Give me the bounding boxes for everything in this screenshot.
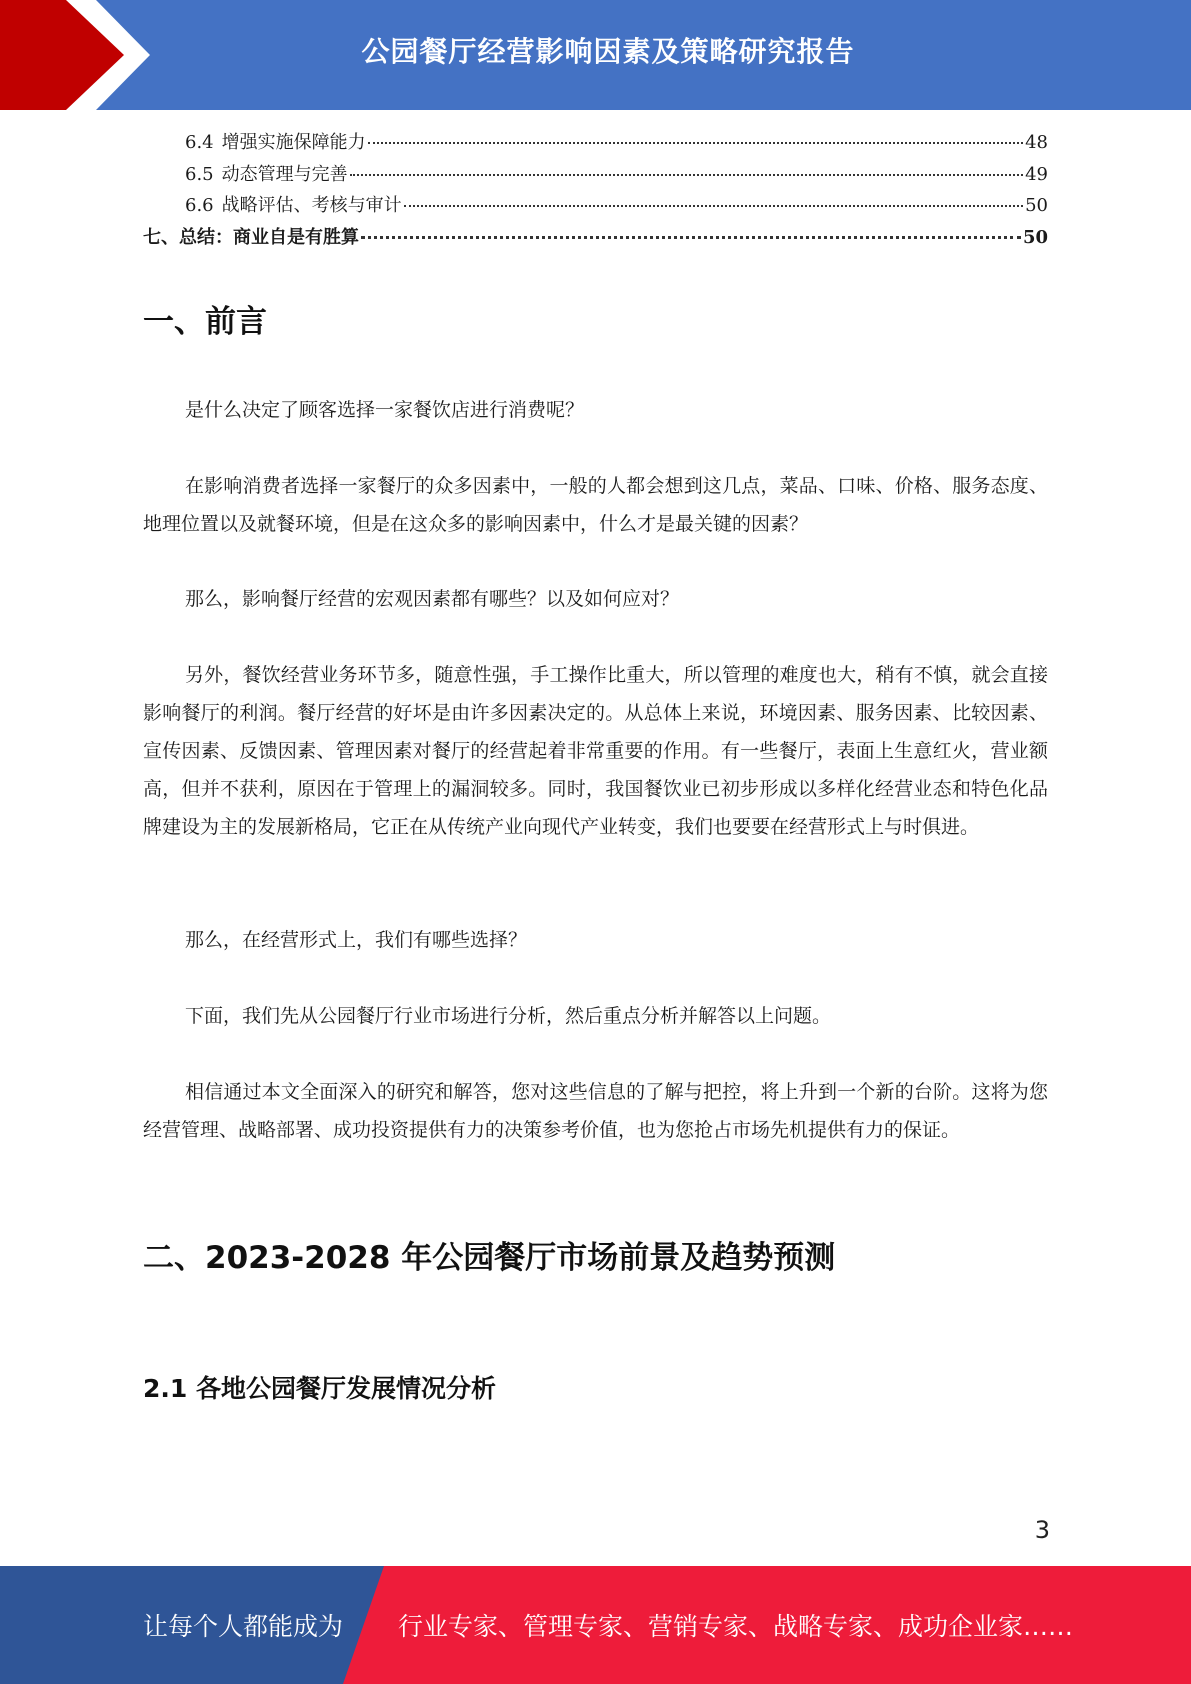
- table-of-contents: [143, 128, 1048, 254]
- toc-entry-number: 6.4: [185, 132, 214, 153]
- toc-dot-leader: [404, 205, 1023, 207]
- toc-entry[interactable]: [143, 191, 1048, 223]
- toc-entry[interactable]: [143, 128, 1048, 160]
- toc-entry-page: 48: [1025, 132, 1048, 153]
- toc-entry-number: 6.6: [185, 195, 214, 216]
- toc-entry-label: 战略评估、考核与审计: [221, 195, 402, 216]
- body-paragraph: 下面，我们先从公园餐厅行业市场进行分析，然后重点分析并解答以上问题。: [185, 1005, 832, 1027]
- body-paragraph: 那么，影响餐厅经营的宏观因素都有哪些？以及如何应对？: [185, 588, 680, 610]
- body-paragraph: 另外，餐饮经营业务环节多，随意性强，手工操作比重大，所以管理的难度也大，稍有不慎，就会直接影响餐厅的利润。餐厅经营的好坏是由许多因素决定的。从总体上来说，环境因素、服务因素、比较因素、宣传因素、反馈因素、管理因素对餐厅的经营起着非常重要的作用。有一些餐厅，表面上生意红火，营业额高，但并不获利，原因在于管理上的漏洞较多。同时，我国餐饮业已初步形成以多样化经营业态和特色化品牌建设为主的发展新格局，它正在从传统产业向现代产业转变，我们也要要在经营形式上与时俱进。: [143, 664, 1048, 838]
- toc-dot-leader: [350, 174, 1023, 176]
- page-number: 3: [1034, 1516, 1050, 1544]
- header-banner: [0, 0, 1191, 110]
- subsection-heading: 2.1 各地公园餐厅发展情况分析: [143, 1374, 496, 1403]
- toc-dot-leader: [368, 142, 1023, 144]
- footer-slogan-left: 让每个人都能成为: [143, 1612, 344, 1641]
- toc-entry-page: 50: [1022, 226, 1048, 248]
- toc-entry-label: 增强实施保障能力: [221, 132, 366, 153]
- section-heading-forecast: 二、2023-2028 年公园餐厅市场前景及趋势预测: [143, 1240, 836, 1276]
- body-paragraph: 那么，在经营形式上，我们有哪些选择？: [185, 929, 528, 951]
- toc-entry-page: 50: [1025, 195, 1048, 216]
- section-heading-preface: 一、前言: [143, 304, 267, 340]
- toc-dot-leader: [361, 236, 1021, 239]
- body-paragraph: 相信通过本文全面深入的研究和解答，您对这些信息的了解与把控，将上升到一个新的台阶。这将为您经营管理、战略部署、成功投资提供有力的决策参考价值，也为您抢占市场先机提供有力的保证。: [143, 1081, 1048, 1141]
- body-paragraph: 在影响消费者选择一家餐厅的众多因素中，一般的人都会想到这几点，菜品、口味、价格、服务态度、地理位置以及就餐环境，但是在这众多的影响因素中，什么才是最关键的因素？: [143, 475, 1048, 535]
- toc-entry-label: 动态管理与完善: [221, 163, 348, 185]
- toc-entry-page: 49: [1025, 163, 1048, 185]
- report-title: 公园餐厅经营影响因素及策略研究报告: [361, 35, 855, 68]
- toc-entry-chapter[interactable]: [143, 223, 1048, 255]
- toc-entry-label: 七、总结：商业自是有胜算: [143, 226, 359, 248]
- body-paragraph: 是什么决定了顾客选择一家餐饮店进行消费呢？: [185, 399, 585, 421]
- toc-entry[interactable]: [143, 160, 1048, 192]
- footer-slogan-right: 行业专家、管理专家、营销专家、战略专家、成功企业家……: [398, 1612, 1074, 1641]
- footer-banner: [0, 1566, 1191, 1684]
- toc-entry-number: 6.5: [185, 163, 214, 185]
